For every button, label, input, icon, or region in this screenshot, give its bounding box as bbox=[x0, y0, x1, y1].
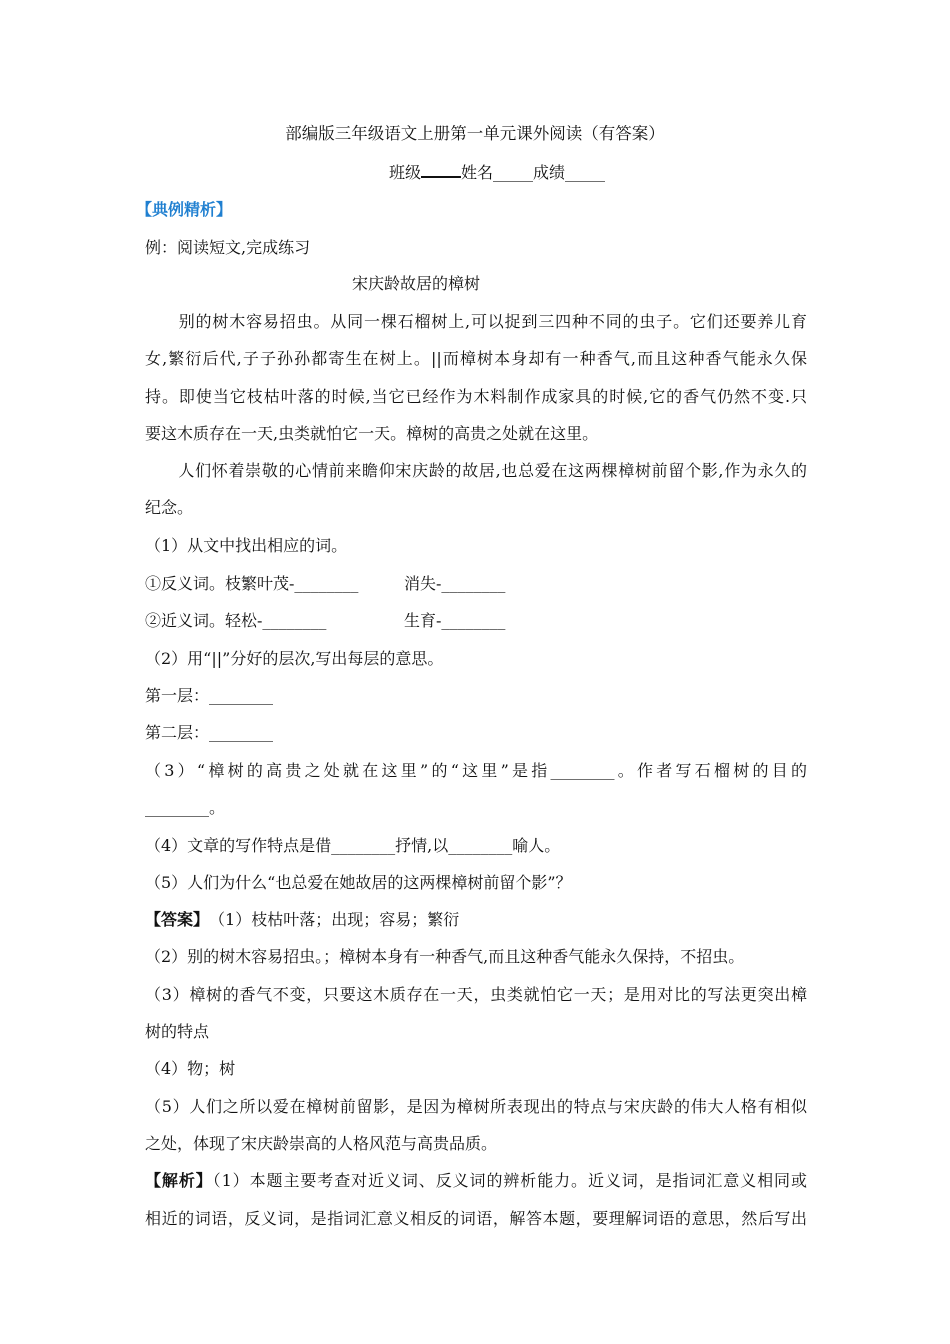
question-1-antonym: ①反义词。枝繁叶茂-________ bbox=[145, 574, 359, 593]
name-blank[interactable]: _____ bbox=[493, 163, 534, 182]
example-intro: 例：阅读短文,完成练习 bbox=[145, 238, 311, 257]
name-label: 姓名 bbox=[461, 163, 494, 182]
answer-label: 【答案】 bbox=[145, 910, 202, 929]
passage-line: 别的树木容易招虫。从同一棵石榴树上,可以捉到三四种不同的虫子。它们还要养儿育 bbox=[145, 312, 807, 331]
answer-2: （2）别的树木容易招虫。；樟树本身有一种香气,而且这种香气能永久保持，不招虫。 bbox=[145, 947, 745, 966]
answer-3: （3）樟树的香气不变，只要这木质存在一天，虫类就怕它一天；是用对比的写法更突出樟 bbox=[145, 985, 807, 1004]
student-info-line bbox=[389, 160, 605, 184]
answer-5: （5）人们之所以爱在樟树前留影，是因为樟树所表现出的特点与宋庆龄的伟大人格有相似 bbox=[145, 1097, 807, 1116]
question-4: （4）文章的写作特点是借________抒情,以________喻人。 bbox=[145, 836, 561, 855]
answer-1 bbox=[145, 909, 459, 931]
answer-4: （4）物；树 bbox=[145, 1059, 236, 1078]
question-1-synonym: ②近义词。轻松-________ bbox=[145, 611, 327, 630]
answer-1-text: （1）枝枯叶落；出现；容易；繁衍 bbox=[201, 910, 460, 929]
passage-line: 女,繁衍后代,子子孙孙都寄生在树上。||而樟树本身却有一种香气,而且这种香气能永久保 bbox=[145, 349, 807, 368]
document-title: 部编版三年级语文上册第一单元课外阅读（有答案） bbox=[285, 124, 665, 143]
question-5: （5）人们为什么“也总爱在她故居的这两棵樟树前留个影”？ bbox=[145, 873, 572, 892]
question-1-antonym-2: 消失-________ bbox=[404, 574, 506, 593]
question-1: （1）从文中找出相应的词。 bbox=[145, 536, 348, 555]
class-label: 班级 bbox=[389, 163, 422, 182]
passage-line: 要这木质存在一天,虫类就怕它一天。樟树的高贵之处就在这里。 bbox=[145, 424, 599, 443]
score-label: 成绩 bbox=[533, 163, 566, 182]
passage-line: 纪念。 bbox=[145, 498, 194, 517]
question-2-layer-2: 第二层：________ bbox=[145, 723, 274, 742]
analysis-text-1: （1）本题主要考查对近义词、反义词的辨析能力。近义词，是指词汇意义相同或 bbox=[212, 1171, 807, 1190]
passage-line: 持。即使当它枝枯叶落的时候,当它已经作为木料制作成家具的时候,它的香气仍然不变.只 bbox=[145, 387, 807, 406]
passage-title: 宋庆龄故居的樟树 bbox=[352, 274, 481, 293]
answer-3-cont: 树的特点 bbox=[145, 1022, 210, 1041]
question-3: （3）“樟树的高贵之处就在这里”的“这里”是指________。作者写石榴树的目的 bbox=[145, 761, 807, 780]
question-2-layer-1: 第一层：________ bbox=[145, 686, 274, 705]
question-1-synonym-2: 生育-________ bbox=[404, 611, 506, 630]
analysis-line-1 bbox=[145, 1170, 807, 1192]
analysis-label: 【解析】 bbox=[145, 1171, 213, 1190]
passage-line: 人们怀着崇敬的心情前来瞻仰宋庆龄的故居,也总爱在这两棵樟树前留个影,作为永久的 bbox=[145, 461, 807, 480]
class-blank[interactable] bbox=[421, 160, 461, 178]
question-2: （2）用“||”分好的层次,写出每层的意思。 bbox=[145, 649, 444, 668]
score-blank[interactable]: _____ bbox=[565, 163, 606, 182]
analysis-line-2: 相近的词语，反义词，是指词汇意义相反的词语，解答本题，要理解词语的意思，然后写出 bbox=[145, 1209, 807, 1228]
question-3-cont: ________。 bbox=[145, 798, 226, 817]
section-heading: 【典例精析】 bbox=[136, 200, 233, 219]
answer-5-cont: 之处，体现了宋庆龄崇高的人格风范与高贵品质。 bbox=[145, 1134, 498, 1153]
